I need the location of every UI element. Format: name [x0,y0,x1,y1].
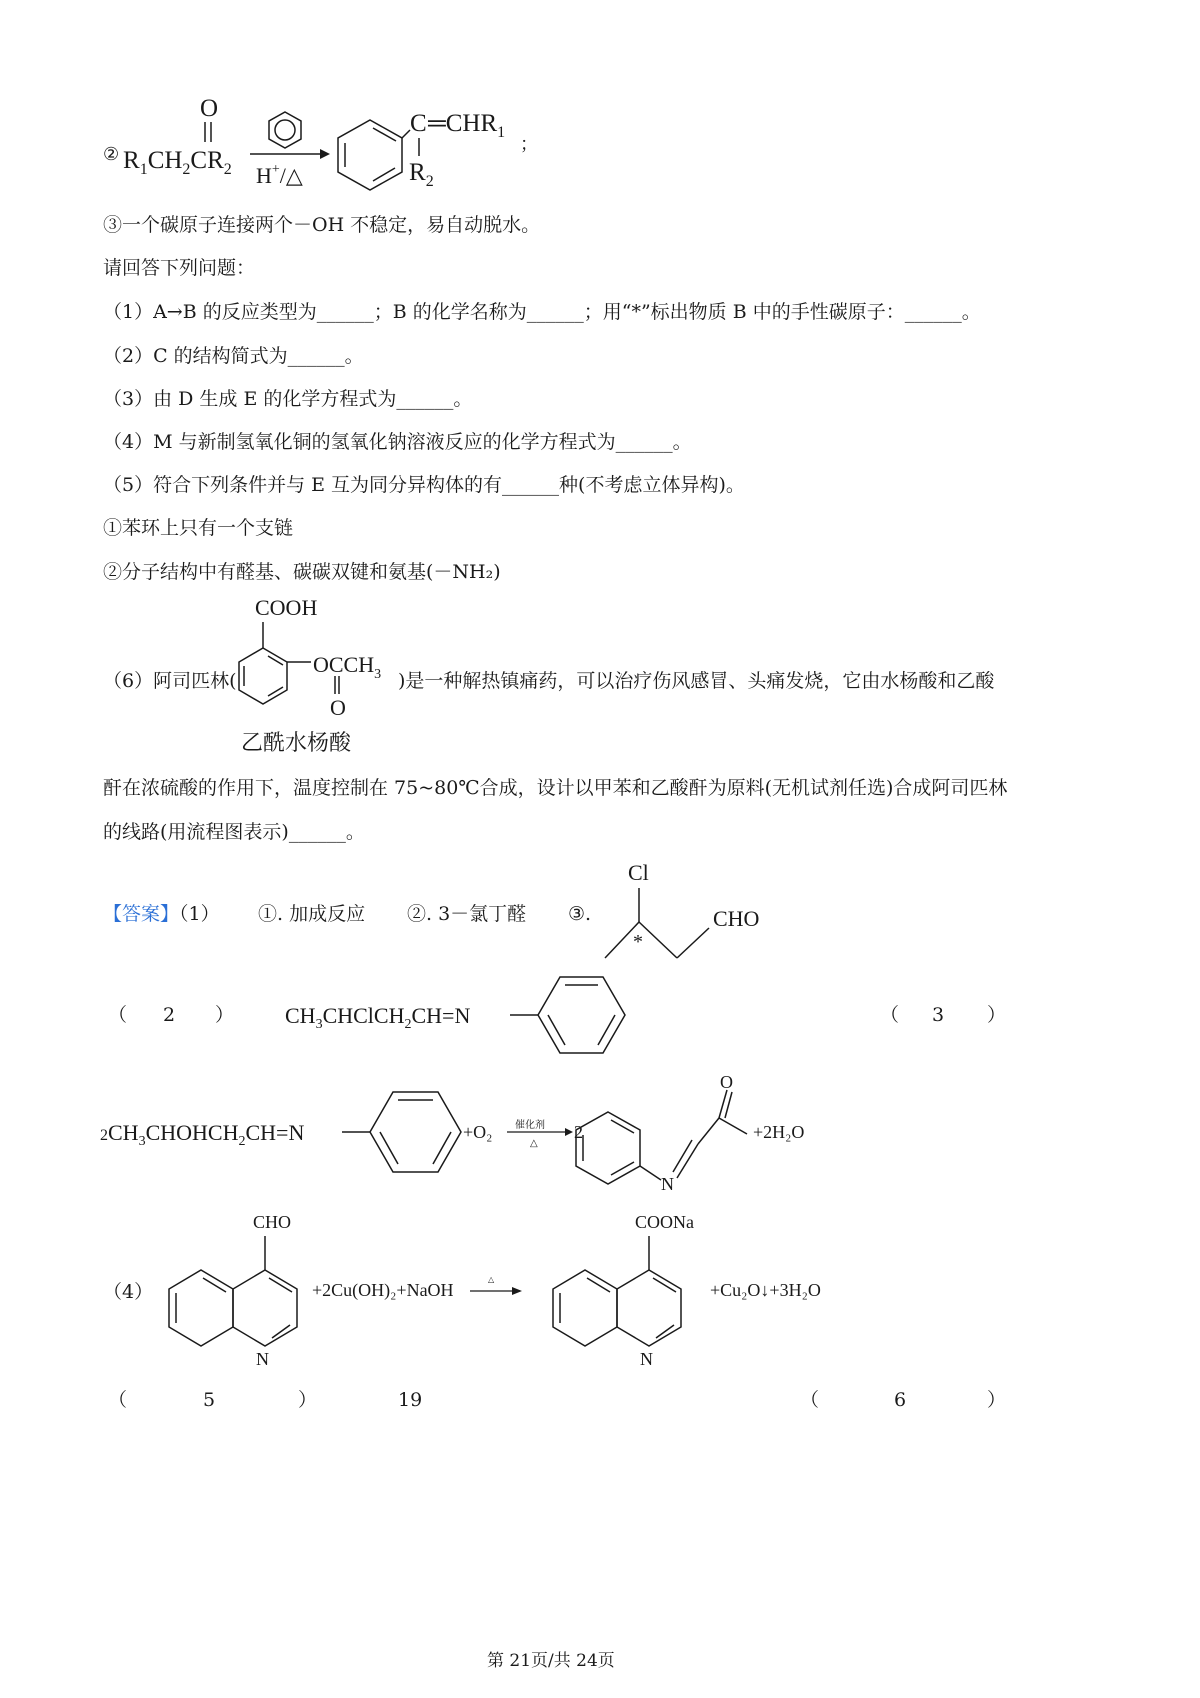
eq4-reagents: +2Cu(OH)₂+NaOH [312,1280,454,1300]
structure-c [280,965,640,1065]
chiral-star: * [633,931,643,953]
question-4: （4）M 与新制氢氧化铜的氢氧化钠溶液反应的化学方程式为______。 [103,431,692,453]
answer-2-num: 2 [163,1004,176,1026]
aspirin-cooh: COOH [255,595,318,620]
answer-3-open: （ [880,1004,900,1026]
question-6-line3: 的线路(用流程图表示)______。 [103,821,365,843]
condition-2: ②分子结构中有醛基、碳碳双键和氨基(－NH₂) [103,561,501,583]
product-chr: $═CHR_1$ [428,110,506,141]
eq4-heat: △ [488,1275,495,1284]
question-5: （5）符合下列条件并与 E 互为同分异构体的有______种(不考虑立体异构)。 [103,474,745,496]
item-number: ② [103,144,120,164]
reaction-condition: H+/△ [256,162,303,188]
question-3: （3）由 D 生成 E 的化学方程式为______。 [103,388,473,410]
answer-3-close: ） [987,1004,1007,1026]
answer-5-value: 19 [398,1389,423,1411]
aspirin-caption: 乙酰水杨酸 [241,731,352,756]
question-6-prefix: （6）阿司匹林( [103,670,237,692]
product-vinyl-c: C [410,110,427,137]
aspirin-structure [225,590,425,760]
chlorine-label: Cl [628,860,649,885]
eq3-oxygen: O [720,1072,733,1092]
reactant-formula: $R_1CH_2CR_2$ [123,147,232,178]
equation-4 [140,1200,940,1390]
answer-tag: 【答案】 [103,903,180,925]
answer-6-open: （ [800,1389,820,1411]
eq4-cho: CHO [253,1212,292,1232]
answer-1-1: ①. 加成反应 [258,903,366,925]
answer-line-1 [103,902,220,926]
aldehyde-label: CHO [713,906,760,931]
carbonyl-oxygen: O [200,95,219,122]
aspirin-carbonyl-o: O [330,695,346,720]
eq4-n1: N [256,1349,269,1369]
answer-1-2: ②. 3－氯丁醛 [407,903,527,925]
eq3-nitrogen: N [661,1174,674,1194]
question-1: （1）A→B 的反应类型为______；B 的化学名称为______；用“*”标出物质 B 中的手性碳原子：______。 [103,301,981,323]
known-reaction-2 [0,0,1200,200]
eq4-coona: COONa [635,1212,694,1232]
answer-6-num: 6 [894,1389,907,1411]
aspirin-ester: $OCCH_3$ [313,652,382,682]
eq3-water: +2H₂O [753,1122,805,1142]
structure-c-formula: $CH_3CHClCH_2CH=N$ [285,1003,471,1032]
product-r2: $R_2$ [409,159,434,190]
condition-1: ①苯环上只有一个支链 [103,517,294,539]
eq3-reactant: $2CH_3CHOHCH_2CH=N$ [100,1120,305,1149]
benzene-reagent [269,112,301,148]
answer-3-num: 3 [932,1004,945,1026]
answer-4-label: （4） [103,1281,154,1303]
benzene-product [338,120,410,190]
prompt: 请回答下列问题： [103,257,256,279]
eq4-n2: N [640,1349,653,1369]
answer-2-open: （ [108,1004,128,1026]
eq4-products: +Cu₂O↓+3H₂O [710,1280,821,1300]
question-6-line2: 酐在浓硫酸的作用下，温度控制在 75~80℃合成，设计以甲苯和乙酸酐为原料(无机试剂任选)合成阿司匹林 [103,777,1008,799]
chiral-structure [595,856,795,966]
answer-6-close: ） [987,1389,1007,1411]
answer-5-num: 5 [203,1389,216,1411]
answer-5-open: （ [108,1389,128,1411]
answer-2-close: ） [215,1004,235,1026]
eq3-coef2: 2 [574,1122,583,1142]
question-2: （2）C 的结构简式为______。 [103,345,364,367]
eq3-heat: △ [530,1138,538,1149]
eq3-catalyst: 催化剂 [515,1120,545,1131]
equation-3 [95,1068,1095,1208]
answer-1-3: ③. [568,903,592,925]
eq3-plus-o2: +O₂ [463,1122,493,1142]
answer-part-1: （1） [179,903,220,925]
question-6-suffix: )是一种解热镇痛药，可以治疗伤风感冒、头痛发烧，它由水杨酸和乙酸 [398,670,995,692]
known-fact-3: ③一个碳原子连接两个－OH 不稳定，易自动脱水。 [103,214,541,236]
end-punct: ； [520,134,538,154]
page-footer: 第 21页/共 24页 [487,1651,615,1671]
answer-5-close: ） [298,1389,318,1411]
